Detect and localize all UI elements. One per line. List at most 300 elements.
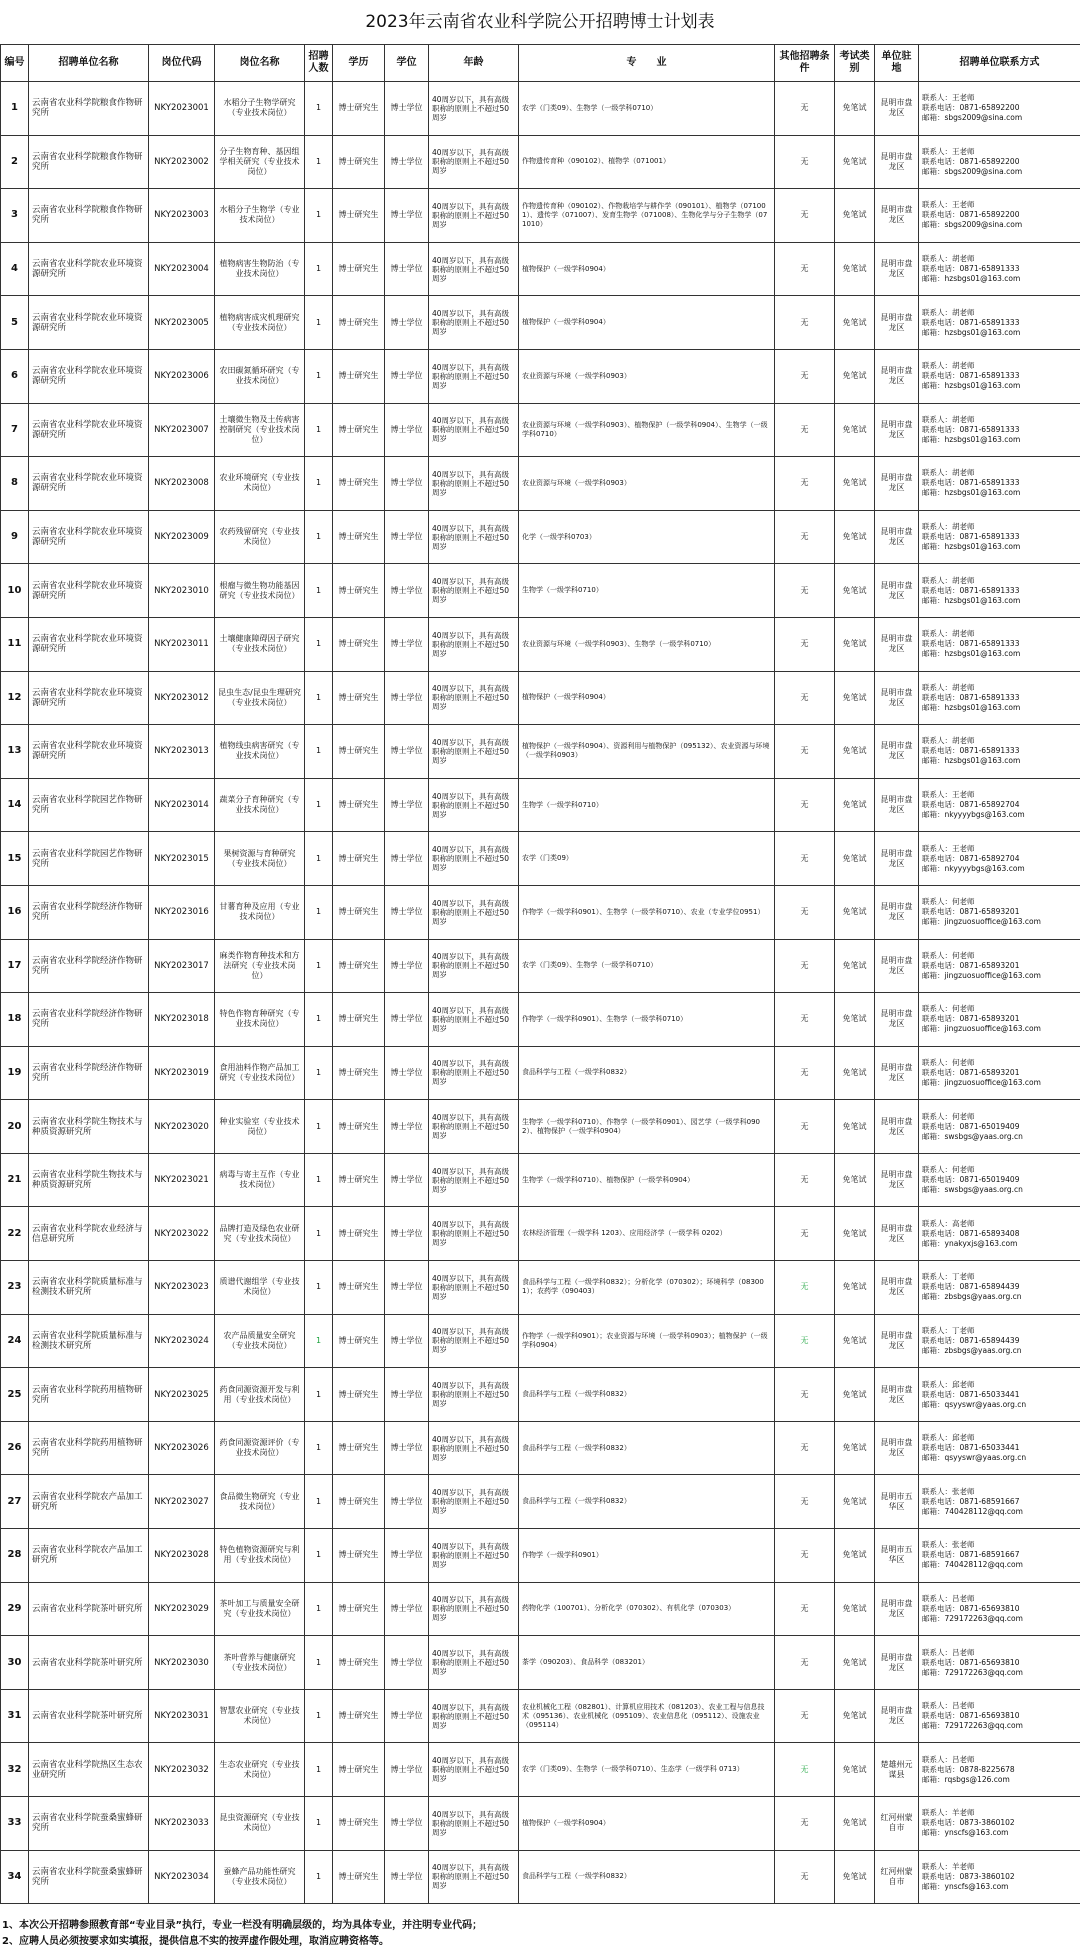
cell-post-name: 茶叶营养与健康研究（专业技术岗位）	[215, 1636, 305, 1690]
cell-degree: 博士学位	[385, 1850, 429, 1904]
cell-unit-name: 云南省农业科学院质量标准与检测技术研究所	[29, 1314, 149, 1368]
cell-contact-info: 联系人：羊老师 联系电话：0873-3860102 邮箱：ynscfs@163.com	[919, 1797, 1080, 1851]
cell-unit-name: 云南省农业科学院农业环境资源研究所	[29, 617, 149, 671]
cell-hire-count: 1	[305, 1207, 333, 1261]
cell-major: 作物遗传育种（090102）、作物栽培学与耕作学（090101）、植物学（071001）、遗传学（071007）、发育生物学（071008）、生物化学与分子生物学（071010）	[519, 189, 775, 243]
cell-degree: 博士学位	[385, 1100, 429, 1154]
cell-post-name: 特色作物育种研究（专业技术岗位）	[215, 993, 305, 1047]
cell-post-code: NKY2023028	[149, 1529, 215, 1583]
cell-other-conditions: 无	[775, 1207, 835, 1261]
cell-exam-type: 免笔试	[835, 1314, 875, 1368]
cell-unit-name: 云南省农业科学院园艺作物研究所	[29, 832, 149, 886]
cell-education: 博士研究生	[333, 939, 385, 993]
cell-contact-info: 联系人：何老师 联系电话：0871-65893201 邮箱：jingzuosuoffice@163.com	[919, 885, 1080, 939]
table-row	[1, 993, 1080, 1047]
cell-age-requirement: 40周岁以下，具有高级职称的原则上不超过50周岁	[429, 993, 519, 1047]
cell-other-conditions: 无	[775, 1100, 835, 1154]
cell-contact-info: 联系人：丁老师 联系电话：0871-65894439 邮箱：zbsbgs@yaas.org.cn	[919, 1314, 1080, 1368]
cell-contact-info: 联系人：胡老师 联系电话：0871-65891333 邮箱：hzsbgs01@163.com	[919, 403, 1080, 457]
cell-row-number: 21	[1, 1153, 29, 1207]
table-row	[1, 1207, 1080, 1261]
table-row	[1, 1797, 1080, 1851]
cell-location: 昆明市盘龙区	[875, 296, 919, 350]
cell-row-number: 11	[1, 617, 29, 671]
header-major: 专 业	[519, 45, 775, 82]
cell-degree: 博士学位	[385, 135, 429, 189]
cell-location: 昆明市五华区	[875, 1475, 919, 1529]
cell-exam-type: 免笔试	[835, 510, 875, 564]
table-row	[1, 457, 1080, 511]
cell-unit-name: 云南省农业科学院茶叶研究所	[29, 1636, 149, 1690]
cell-post-name: 根瘤与微生物功能基因研究（专业技术岗位）	[215, 564, 305, 618]
table-row	[1, 189, 1080, 243]
cell-education: 博士研究生	[333, 778, 385, 832]
cell-exam-type: 免笔试	[835, 296, 875, 350]
header-other: 其他招聘条件	[775, 45, 835, 82]
cell-post-name: 生态农业研究（专业技术岗位）	[215, 1743, 305, 1797]
cell-row-number: 18	[1, 993, 29, 1047]
cell-education: 博士研究生	[333, 1314, 385, 1368]
cell-exam-type: 免笔试	[835, 1261, 875, 1315]
cell-post-name: 农田碳氮循环研究（专业技术岗位）	[215, 349, 305, 403]
cell-location: 昆明市盘龙区	[875, 82, 919, 136]
cell-post-code: NKY2023007	[149, 403, 215, 457]
cell-contact-info: 联系人：何老师 联系电话：0871-65893201 邮箱：jingzuosuoffice@163.com	[919, 939, 1080, 993]
cell-major: 生物学（一级学科0710）、作物学（一级学科0901）、园艺学（一级学科0902）、植物保护（一级学科0904）	[519, 1100, 775, 1154]
cell-post-code: NKY2023003	[149, 189, 215, 243]
cell-other-conditions: 无	[775, 457, 835, 511]
cell-location: 昆明市盘龙区	[875, 993, 919, 1047]
cell-post-code: NKY2023006	[149, 349, 215, 403]
cell-education: 博士研究生	[333, 1475, 385, 1529]
cell-major: 食品科学与工程（一级学科0832）	[519, 1850, 775, 1904]
cell-hire-count: 1	[305, 1421, 333, 1475]
cell-exam-type: 免笔试	[835, 1153, 875, 1207]
cell-location: 昆明市盘龙区	[875, 1421, 919, 1475]
cell-row-number: 16	[1, 885, 29, 939]
cell-row-number: 5	[1, 296, 29, 350]
cell-unit-name: 云南省农业科学院经济作物研究所	[29, 939, 149, 993]
cell-education: 博士研究生	[333, 1743, 385, 1797]
cell-education: 博士研究生	[333, 1689, 385, 1743]
cell-major: 食品科学与工程（一级学科0832）	[519, 1368, 775, 1422]
table-row	[1, 671, 1080, 725]
table-body	[1, 82, 1080, 1904]
cell-other-conditions: 无	[775, 296, 835, 350]
cell-post-name: 种业实验室（专业技术岗位）	[215, 1100, 305, 1154]
cell-post-name: 食用油料作物产品加工研究（专业技术岗位）	[215, 1046, 305, 1100]
cell-location: 昆明市盘龙区	[875, 939, 919, 993]
cell-hire-count: 1	[305, 725, 333, 779]
cell-contact-info: 联系人：胡老师 联系电话：0871-65891333 邮箱：hzsbgs01@163.com	[919, 671, 1080, 725]
cell-major: 食品科学与工程（一级学科0832）	[519, 1046, 775, 1100]
cell-row-number: 30	[1, 1636, 29, 1690]
cell-post-name: 昆虫生态/昆虫生理研究（专业技术岗位）	[215, 671, 305, 725]
cell-age-requirement: 40周岁以下，具有高级职称的原则上不超过50周岁	[429, 1797, 519, 1851]
cell-post-name: 植物病害成灾机理研究（专业技术岗位）	[215, 296, 305, 350]
cell-other-conditions: 无	[775, 1529, 835, 1583]
cell-major: 作物学（一级学科0901）	[519, 1529, 775, 1583]
cell-contact-info: 联系人：胡老师 联系电话：0871-65891333 邮箱：hzsbgs01@163.com	[919, 349, 1080, 403]
cell-unit-name: 云南省农业科学院粮食作物研究所	[29, 82, 149, 136]
cell-location: 昆明市盘龙区	[875, 564, 919, 618]
cell-major: 农业资源与环境（一级学科0903）、生物学（一级学科0710）	[519, 617, 775, 671]
cell-exam-type: 免笔试	[835, 1529, 875, 1583]
table-row	[1, 885, 1080, 939]
cell-row-number: 27	[1, 1475, 29, 1529]
cell-hire-count: 1	[305, 457, 333, 511]
cell-degree: 博士学位	[385, 242, 429, 296]
footnote: 2、应聘人员必须按要求如实填报，提供信息不实的按弄虚作假处理，取消应聘资格等。	[2, 1936, 389, 1947]
cell-post-code: NKY2023015	[149, 832, 215, 886]
cell-unit-name: 云南省农业科学院生物技术与种质资源研究所	[29, 1100, 149, 1154]
cell-post-code: NKY2023021	[149, 1153, 215, 1207]
table-row	[1, 1046, 1080, 1100]
cell-other-conditions: 无	[775, 1368, 835, 1422]
cell-other-conditions: 无	[775, 725, 835, 779]
cell-location: 昆明市盘龙区	[875, 832, 919, 886]
table-header-row	[1, 45, 1080, 82]
cell-education: 博士研究生	[333, 1529, 385, 1583]
cell-unit-name: 云南省农业科学院药用植物研究所	[29, 1368, 149, 1422]
cell-post-name: 智慧农业研究（专业技术岗位）	[215, 1689, 305, 1743]
cell-major: 植物保护（一级学科0904）	[519, 1797, 775, 1851]
cell-age-requirement: 40周岁以下，具有高级职称的原则上不超过50周岁	[429, 242, 519, 296]
cell-age-requirement: 40周岁以下，具有高级职称的原则上不超过50周岁	[429, 82, 519, 136]
cell-location: 昆明市盘龙区	[875, 242, 919, 296]
cell-age-requirement: 40周岁以下，具有高级职称的原则上不超过50周岁	[429, 1850, 519, 1904]
cell-post-code: NKY2023008	[149, 457, 215, 511]
cell-degree: 博士学位	[385, 1582, 429, 1636]
cell-education: 博士研究生	[333, 1153, 385, 1207]
cell-unit-name: 云南省农业科学院农业环境资源研究所	[29, 296, 149, 350]
cell-contact-info: 联系人：吕老师 联系电话：0878-8225678 邮箱：rqsbgs@126.com	[919, 1743, 1080, 1797]
cell-contact-info: 联系人：王老师 联系电话：0871-65892200 邮箱：sbgs2009@sina.com	[919, 189, 1080, 243]
cell-age-requirement: 40周岁以下，具有高级职称的原则上不超过50周岁	[429, 510, 519, 564]
cell-row-number: 32	[1, 1743, 29, 1797]
cell-row-number: 31	[1, 1689, 29, 1743]
cell-hire-count: 1	[305, 1100, 333, 1154]
cell-unit-name: 云南省农业科学院园艺作物研究所	[29, 778, 149, 832]
cell-contact-info: 联系人：胡老师 联系电话：0871-65891333 邮箱：hzsbgs01@163.com	[919, 564, 1080, 618]
header-exam: 考试类别	[835, 45, 875, 82]
cell-other-conditions: 无	[775, 135, 835, 189]
cell-location: 昆明市盘龙区	[875, 1582, 919, 1636]
cell-post-name: 药食同源资源评价（专业技术岗位）	[215, 1421, 305, 1475]
cell-education: 博士研究生	[333, 349, 385, 403]
cell-post-code: NKY2023022	[149, 1207, 215, 1261]
table-row	[1, 939, 1080, 993]
table-row	[1, 1261, 1080, 1315]
cell-degree: 博士学位	[385, 832, 429, 886]
cell-contact-info: 联系人：胡老师 联系电话：0871-65891333 邮箱：hzsbgs01@163.com	[919, 725, 1080, 779]
cell-post-name: 果树资源与育种研究（专业技术岗位）	[215, 832, 305, 886]
cell-post-name: 农药残留研究（专业技术岗位）	[215, 510, 305, 564]
cell-post-code: NKY2023009	[149, 510, 215, 564]
cell-contact-info: 联系人：王老师 联系电话：0871-65892704 邮箱：nkyyyybgs@163.com	[919, 832, 1080, 886]
cell-exam-type: 免笔试	[835, 1582, 875, 1636]
table-row	[1, 1850, 1080, 1904]
cell-row-number: 34	[1, 1850, 29, 1904]
cell-major: 农业资源与环境（一级学科0903）	[519, 457, 775, 511]
cell-major: 农业资源与环境（一级学科0903）、植物保护（一级学科0904）、生物学（一级学科0710）	[519, 403, 775, 457]
cell-location: 昆明市盘龙区	[875, 1368, 919, 1422]
cell-hire-count: 1	[305, 135, 333, 189]
cell-unit-name: 云南省农业科学院生物技术与种质资源研究所	[29, 1153, 149, 1207]
cell-age-requirement: 40周岁以下，具有高级职称的原则上不超过50周岁	[429, 671, 519, 725]
cell-degree: 博士学位	[385, 1797, 429, 1851]
cell-row-number: 2	[1, 135, 29, 189]
cell-other-conditions: 无	[775, 1689, 835, 1743]
cell-row-number: 24	[1, 1314, 29, 1368]
cell-other-conditions: 无	[775, 1421, 835, 1475]
cell-hire-count: 1	[305, 1153, 333, 1207]
cell-post-code: NKY2023033	[149, 1797, 215, 1851]
cell-degree: 博士学位	[385, 296, 429, 350]
cell-post-name: 农产品质量安全研究（专业技术岗位）	[215, 1314, 305, 1368]
table-row	[1, 1100, 1080, 1154]
cell-other-conditions: 无	[775, 1046, 835, 1100]
cell-post-code: NKY2023026	[149, 1421, 215, 1475]
cell-other-conditions: 无	[775, 778, 835, 832]
table-row	[1, 1368, 1080, 1422]
cell-row-number: 19	[1, 1046, 29, 1100]
table-row	[1, 82, 1080, 136]
cell-unit-name: 云南省农业科学院农产品加工研究所	[29, 1475, 149, 1529]
cell-contact-info: 联系人：胡老师 联系电话：0871-65891333 邮箱：hzsbgs01@163.com	[919, 457, 1080, 511]
cell-contact-info: 联系人：张老师 联系电话：0871-68591667 邮箱：740428112@qq.com	[919, 1529, 1080, 1583]
cell-age-requirement: 40周岁以下，具有高级职称的原则上不超过50周岁	[429, 1743, 519, 1797]
cell-other-conditions: 无	[775, 1153, 835, 1207]
cell-contact-info: 联系人：王老师 联系电话：0871-65892200 邮箱：sbgs2009@sina.com	[919, 135, 1080, 189]
table-row	[1, 725, 1080, 779]
table-row	[1, 1421, 1080, 1475]
cell-major: 作物学（一级学科0901）、生物学（一级学科0710）、农业（专业学位0951）	[519, 885, 775, 939]
cell-age-requirement: 40周岁以下，具有高级职称的原则上不超过50周岁	[429, 1100, 519, 1154]
cell-major: 农学（门类09）	[519, 832, 775, 886]
cell-education: 博士研究生	[333, 832, 385, 886]
footnotes	[2, 1918, 1078, 1950]
cell-post-name: 昆虫资源研究（专业技术岗位）	[215, 1797, 305, 1851]
cell-post-code: NKY2023014	[149, 778, 215, 832]
cell-post-name: 麻类作物育种技术和方法研究（专业技术岗位）	[215, 939, 305, 993]
cell-post-code: NKY2023010	[149, 564, 215, 618]
cell-unit-name: 云南省农业科学院农业环境资源研究所	[29, 403, 149, 457]
cell-other-conditions: 无	[775, 1797, 835, 1851]
cell-exam-type: 免笔试	[835, 1689, 875, 1743]
cell-contact-info: 联系人：邱老师 联系电话：0871-65033441 邮箱：qsyyswr@yaas.org.cn	[919, 1421, 1080, 1475]
cell-location: 昆明市盘龙区	[875, 403, 919, 457]
cell-age-requirement: 40周岁以下，具有高级职称的原则上不超过50周岁	[429, 1636, 519, 1690]
cell-exam-type: 免笔试	[835, 1797, 875, 1851]
cell-other-conditions: 无	[775, 617, 835, 671]
cell-hire-count: 1	[305, 1475, 333, 1529]
cell-degree: 博士学位	[385, 617, 429, 671]
cell-age-requirement: 40周岁以下，具有高级职称的原则上不超过50周岁	[429, 135, 519, 189]
cell-unit-name: 云南省农业科学院经济作物研究所	[29, 885, 149, 939]
cell-major: 植物保护（一级学科0904）、资源利用与植物保护（095132）、农业资源与环境（一级学科0903）	[519, 725, 775, 779]
cell-hire-count: 1	[305, 885, 333, 939]
cell-location: 昆明市盘龙区	[875, 349, 919, 403]
cell-education: 博士研究生	[333, 457, 385, 511]
cell-post-code: NKY2023017	[149, 939, 215, 993]
cell-degree: 博士学位	[385, 1421, 429, 1475]
cell-major: 农学（门类09）、生物学（一级学科0710）	[519, 939, 775, 993]
cell-contact-info: 联系人：何老师 联系电话：0871-65019409 邮箱：swsbgs@yaas.org.cn	[919, 1153, 1080, 1207]
cell-post-code: NKY2023031	[149, 1689, 215, 1743]
cell-education: 博士研究生	[333, 1582, 385, 1636]
cell-degree: 博士学位	[385, 82, 429, 136]
cell-major: 化学（一级学科0703）	[519, 510, 775, 564]
cell-hire-count: 1	[305, 1314, 333, 1368]
cell-degree: 博士学位	[385, 403, 429, 457]
cell-post-name: 蔬菜分子育种研究（专业技术岗位）	[215, 778, 305, 832]
cell-other-conditions: 无	[775, 1636, 835, 1690]
cell-major: 农业机械化工程（082801）、计算机应用技术（081203）、农业工程与信息技术（095136）、农业机械化（095109）、农业信息化（095112）、设施农业（095114）	[519, 1689, 775, 1743]
cell-age-requirement: 40周岁以下，具有高级职称的原则上不超过50周岁	[429, 457, 519, 511]
cell-exam-type: 免笔试	[835, 1046, 875, 1100]
cell-location: 昆明市盘龙区	[875, 725, 919, 779]
cell-hire-count: 1	[305, 403, 333, 457]
cell-hire-count: 1	[305, 993, 333, 1047]
cell-other-conditions: 无	[775, 993, 835, 1047]
cell-age-requirement: 40周岁以下，具有高级职称的原则上不超过50周岁	[429, 1689, 519, 1743]
cell-other-conditions: 无	[775, 939, 835, 993]
cell-post-name: 药食同源资源开发与利用（专业技术岗位）	[215, 1368, 305, 1422]
cell-degree: 博士学位	[385, 510, 429, 564]
cell-hire-count: 1	[305, 832, 333, 886]
cell-exam-type: 免笔试	[835, 1743, 875, 1797]
cell-exam-type: 免笔试	[835, 403, 875, 457]
cell-post-name: 分子生物育种、基因组学相关研究（专业技术岗位）	[215, 135, 305, 189]
cell-age-requirement: 40周岁以下，具有高级职称的原则上不超过50周岁	[429, 939, 519, 993]
cell-age-requirement: 40周岁以下，具有高级职称的原则上不超过50周岁	[429, 1207, 519, 1261]
cell-education: 博士研究生	[333, 1421, 385, 1475]
cell-other-conditions: 无	[775, 671, 835, 725]
table-row	[1, 1689, 1080, 1743]
cell-exam-type: 免笔试	[835, 1207, 875, 1261]
cell-degree: 博士学位	[385, 189, 429, 243]
cell-hire-count: 1	[305, 1636, 333, 1690]
cell-other-conditions: 无	[775, 242, 835, 296]
cell-unit-name: 云南省农业科学院粮食作物研究所	[29, 189, 149, 243]
cell-row-number: 29	[1, 1582, 29, 1636]
cell-education: 博士研究生	[333, 1797, 385, 1851]
cell-hire-count: 1	[305, 778, 333, 832]
header-age: 年龄	[429, 45, 519, 82]
cell-exam-type: 免笔试	[835, 832, 875, 886]
cell-location: 昆明市盘龙区	[875, 1314, 919, 1368]
cell-other-conditions: 无	[775, 1475, 835, 1529]
cell-post-name: 植物线虫病害研究（专业技术岗位）	[215, 725, 305, 779]
cell-location: 昆明市盘龙区	[875, 457, 919, 511]
cell-education: 博士研究生	[333, 671, 385, 725]
cell-exam-type: 免笔试	[835, 725, 875, 779]
cell-degree: 博士学位	[385, 1314, 429, 1368]
cell-post-code: NKY2023004	[149, 242, 215, 296]
cell-row-number: 22	[1, 1207, 29, 1261]
cell-exam-type: 免笔试	[835, 189, 875, 243]
cell-unit-name: 云南省农业科学院质量标准与检测技术研究所	[29, 1261, 149, 1315]
cell-education: 博士研究生	[333, 1636, 385, 1690]
header-degree: 学位	[385, 45, 429, 82]
cell-row-number: 10	[1, 564, 29, 618]
cell-age-requirement: 40周岁以下，具有高级职称的原则上不超过50周岁	[429, 1261, 519, 1315]
cell-age-requirement: 40周岁以下，具有高级职称的原则上不超过50周岁	[429, 564, 519, 618]
cell-unit-name: 云南省农业科学院农业环境资源研究所	[29, 349, 149, 403]
cell-post-name: 食品微生物研究（专业技术岗位）	[215, 1475, 305, 1529]
cell-location: 红河州蒙自市	[875, 1797, 919, 1851]
table-row	[1, 349, 1080, 403]
cell-exam-type: 免笔试	[835, 671, 875, 725]
cell-other-conditions: 无	[775, 1582, 835, 1636]
cell-age-requirement: 40周岁以下，具有高级职称的原则上不超过50周岁	[429, 1314, 519, 1368]
header-post: 岗位名称	[215, 45, 305, 82]
cell-unit-name: 云南省农业科学院农业环境资源研究所	[29, 242, 149, 296]
cell-hire-count: 1	[305, 296, 333, 350]
cell-other-conditions: 无	[775, 1261, 835, 1315]
cell-education: 博士研究生	[333, 189, 385, 243]
cell-location: 昆明市盘龙区	[875, 885, 919, 939]
cell-unit-name: 云南省农业科学院茶叶研究所	[29, 1582, 149, 1636]
cell-major: 农学（门类09）、生物学（一级学科0710）	[519, 82, 775, 136]
table-row	[1, 403, 1080, 457]
cell-contact-info: 联系人：王老师 联系电话：0871-65892200 邮箱：sbgs2009@sina.com	[919, 82, 1080, 136]
cell-post-code: NKY2023016	[149, 885, 215, 939]
cell-education: 博士研究生	[333, 1261, 385, 1315]
table-row	[1, 1582, 1080, 1636]
cell-location: 昆明市盘龙区	[875, 1207, 919, 1261]
cell-unit-name: 云南省农业科学院茶叶研究所	[29, 1689, 149, 1743]
cell-education: 博士研究生	[333, 1046, 385, 1100]
cell-exam-type: 免笔试	[835, 1475, 875, 1529]
cell-age-requirement: 40周岁以下，具有高级职称的原则上不超过50周岁	[429, 296, 519, 350]
cell-age-requirement: 40周岁以下，具有高级职称的原则上不超过50周岁	[429, 1153, 519, 1207]
cell-row-number: 8	[1, 457, 29, 511]
cell-hire-count: 1	[305, 349, 333, 403]
cell-post-code: NKY2023024	[149, 1314, 215, 1368]
cell-post-code: NKY2023029	[149, 1582, 215, 1636]
cell-row-number: 25	[1, 1368, 29, 1422]
header-code: 岗位代码	[149, 45, 215, 82]
table-row	[1, 1636, 1080, 1690]
cell-exam-type: 免笔试	[835, 1368, 875, 1422]
cell-hire-count: 1	[305, 564, 333, 618]
cell-other-conditions: 无	[775, 1743, 835, 1797]
cell-age-requirement: 40周岁以下，具有高级职称的原则上不超过50周岁	[429, 1046, 519, 1100]
header-edu: 学历	[333, 45, 385, 82]
table-row	[1, 1153, 1080, 1207]
cell-post-code: NKY2023023	[149, 1261, 215, 1315]
cell-education: 博士研究生	[333, 403, 385, 457]
cell-post-code: NKY2023030	[149, 1636, 215, 1690]
cell-exam-type: 免笔试	[835, 1850, 875, 1904]
cell-education: 博士研究生	[333, 296, 385, 350]
cell-post-code: NKY2023020	[149, 1100, 215, 1154]
cell-post-code: NKY2023001	[149, 82, 215, 136]
cell-post-code: NKY2023027	[149, 1475, 215, 1529]
cell-location: 昆明市盘龙区	[875, 1046, 919, 1100]
cell-major: 植物保护（一级学科0904）	[519, 296, 775, 350]
cell-unit-name: 云南省农业科学院农业环境资源研究所	[29, 725, 149, 779]
cell-major: 食品科学与工程（一级学科0832）；分析化学（070302）；环境科学（083001）；农药学（090403）	[519, 1261, 775, 1315]
cell-other-conditions: 无	[775, 403, 835, 457]
cell-degree: 博士学位	[385, 1689, 429, 1743]
cell-hire-count: 1	[305, 1582, 333, 1636]
cell-unit-name: 云南省农业科学院农业经济与信息研究所	[29, 1207, 149, 1261]
header-count: 招聘人数	[305, 45, 333, 82]
cell-major: 农学（门类09）、生物学（一级学科0710）、生态学（一级学科 0713）	[519, 1743, 775, 1797]
